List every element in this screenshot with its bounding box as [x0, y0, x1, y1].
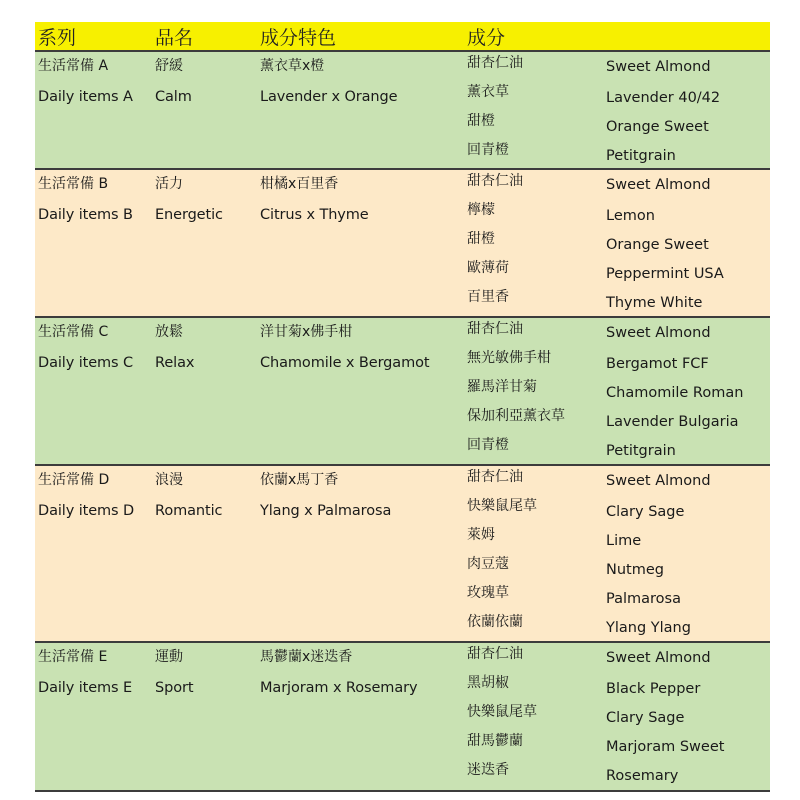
series-en: Daily items C [38, 355, 134, 371]
ingredient-zh: 玫瑰草 [467, 585, 509, 601]
ingredient-en: Ylang Ylang [606, 620, 691, 636]
header-feature: 成分特色 [260, 27, 337, 49]
feature-zh: 依蘭x馬丁香 [260, 472, 339, 488]
ingredient-zh: 歐薄荷 [467, 260, 509, 276]
name-en: Romantic [155, 503, 223, 519]
ingredient-en: Sweet Almond [606, 650, 711, 666]
feature-en: Ylang x Palmarosa [260, 503, 392, 519]
series-zh: 生活常備 A [38, 58, 109, 74]
ingredient-en: Sweet Almond [606, 177, 711, 193]
feature-en: Marjoram x Rosemary [260, 680, 418, 696]
series-en: Daily items A [38, 89, 133, 105]
table-header [35, 22, 770, 52]
ingredient-zh: 甜橙 [467, 231, 495, 247]
ingredient-en: Sweet Almond [606, 59, 711, 75]
ingredient-zh: 迷迭香 [467, 762, 509, 778]
name-en: Energetic [155, 207, 223, 223]
ingredient-en: Orange Sweet [606, 237, 709, 253]
feature-en: Lavender x Orange [260, 89, 398, 105]
ingredient-en: Chamomile Roman [606, 385, 744, 401]
table-row [35, 464, 770, 641]
name-zh: 活力 [155, 176, 183, 192]
ingredient-zh: 甜杏仁油 [467, 469, 523, 485]
ingredient-en: Sweet Almond [606, 473, 711, 489]
ingredient-en: Thyme White [606, 295, 703, 311]
header-series: 系列 [38, 27, 77, 49]
feature-zh: 薰衣草x橙 [260, 58, 325, 74]
table-row [35, 168, 770, 316]
ingredient-zh: 依蘭依蘭 [467, 614, 523, 630]
name-en: Relax [155, 355, 195, 371]
table-body [35, 52, 770, 790]
product-table [35, 22, 770, 792]
series-en: Daily items B [38, 207, 133, 223]
ingredient-en: Nutmeg [606, 562, 664, 578]
ingredient-en: Bergamot FCF [606, 356, 709, 372]
ingredient-en: Sweet Almond [606, 325, 711, 341]
series-en: Daily items E [38, 680, 133, 696]
series-en: Daily items D [38, 503, 135, 519]
ingredient-zh: 無光敏佛手柑 [467, 350, 551, 366]
ingredient-zh: 甜馬鬱蘭 [467, 733, 523, 749]
ingredient-zh: 萊姆 [467, 527, 495, 543]
ingredient-zh: 甜橙 [467, 113, 495, 129]
name-en: Calm [155, 89, 192, 105]
ingredient-zh: 羅馬洋甘菊 [467, 379, 537, 395]
series-zh: 生活常備 B [38, 176, 109, 192]
ingredient-en: Lavender 40/42 [606, 90, 721, 106]
ingredient-zh: 保加利亞薰衣草 [467, 408, 565, 424]
ingredient-zh: 快樂鼠尾草 [467, 498, 537, 514]
ingredient-en: Lavender Bulgaria [606, 414, 739, 430]
table-row [35, 641, 770, 790]
ingredient-en: Orange Sweet [606, 119, 709, 135]
series-zh: 生活常備 D [38, 472, 110, 488]
feature-zh: 洋甘菊x佛手柑 [260, 324, 353, 340]
ingredient-zh: 檸檬 [467, 202, 495, 218]
ingredient-zh: 薰衣草 [467, 84, 509, 100]
ingredient-en: Clary Sage [606, 710, 685, 726]
name-zh: 浪漫 [155, 472, 183, 488]
name-zh: 放鬆 [155, 324, 183, 340]
feature-zh: 馬鬱蘭x迷迭香 [260, 649, 353, 665]
name-zh: 舒緩 [155, 58, 183, 74]
table-row [35, 52, 770, 168]
ingredient-en: Lime [606, 533, 642, 549]
ingredient-en: Lemon [606, 208, 655, 224]
ingredient-zh: 甜杏仁油 [467, 55, 523, 71]
header-ingredients: 成分 [467, 27, 506, 49]
feature-en: Chamomile x Bergamot [260, 355, 430, 371]
ingredient-zh: 甜杏仁油 [467, 173, 523, 189]
ingredient-en: Marjoram Sweet [606, 739, 725, 755]
header-name: 品名 [155, 27, 194, 49]
ingredient-zh: 肉豆蔻 [467, 556, 509, 572]
feature-en: Citrus x Thyme [260, 207, 369, 223]
table-row [35, 316, 770, 464]
name-en: Sport [155, 680, 194, 696]
feature-zh: 柑橘x百里香 [260, 176, 339, 192]
ingredient-en: Petitgrain [606, 148, 676, 164]
ingredient-zh: 甜杏仁油 [467, 646, 523, 662]
series-zh: 生活常備 C [38, 324, 109, 340]
name-zh: 運動 [155, 649, 183, 665]
ingredient-en: Peppermint USA [606, 266, 724, 282]
ingredient-zh: 百里香 [467, 289, 509, 305]
ingredient-zh: 回青橙 [467, 142, 509, 158]
ingredient-zh: 甜杏仁油 [467, 321, 523, 337]
ingredient-zh: 回青橙 [467, 437, 509, 453]
series-zh: 生活常備 E [38, 649, 108, 665]
ingredient-en: Petitgrain [606, 443, 676, 459]
ingredient-en: Clary Sage [606, 504, 685, 520]
ingredient-en: Palmarosa [606, 591, 681, 607]
ingredient-en: Black Pepper [606, 681, 701, 697]
ingredient-zh: 快樂鼠尾草 [467, 704, 537, 720]
ingredient-en: Rosemary [606, 768, 679, 784]
ingredient-zh: 黑胡椒 [467, 675, 509, 691]
